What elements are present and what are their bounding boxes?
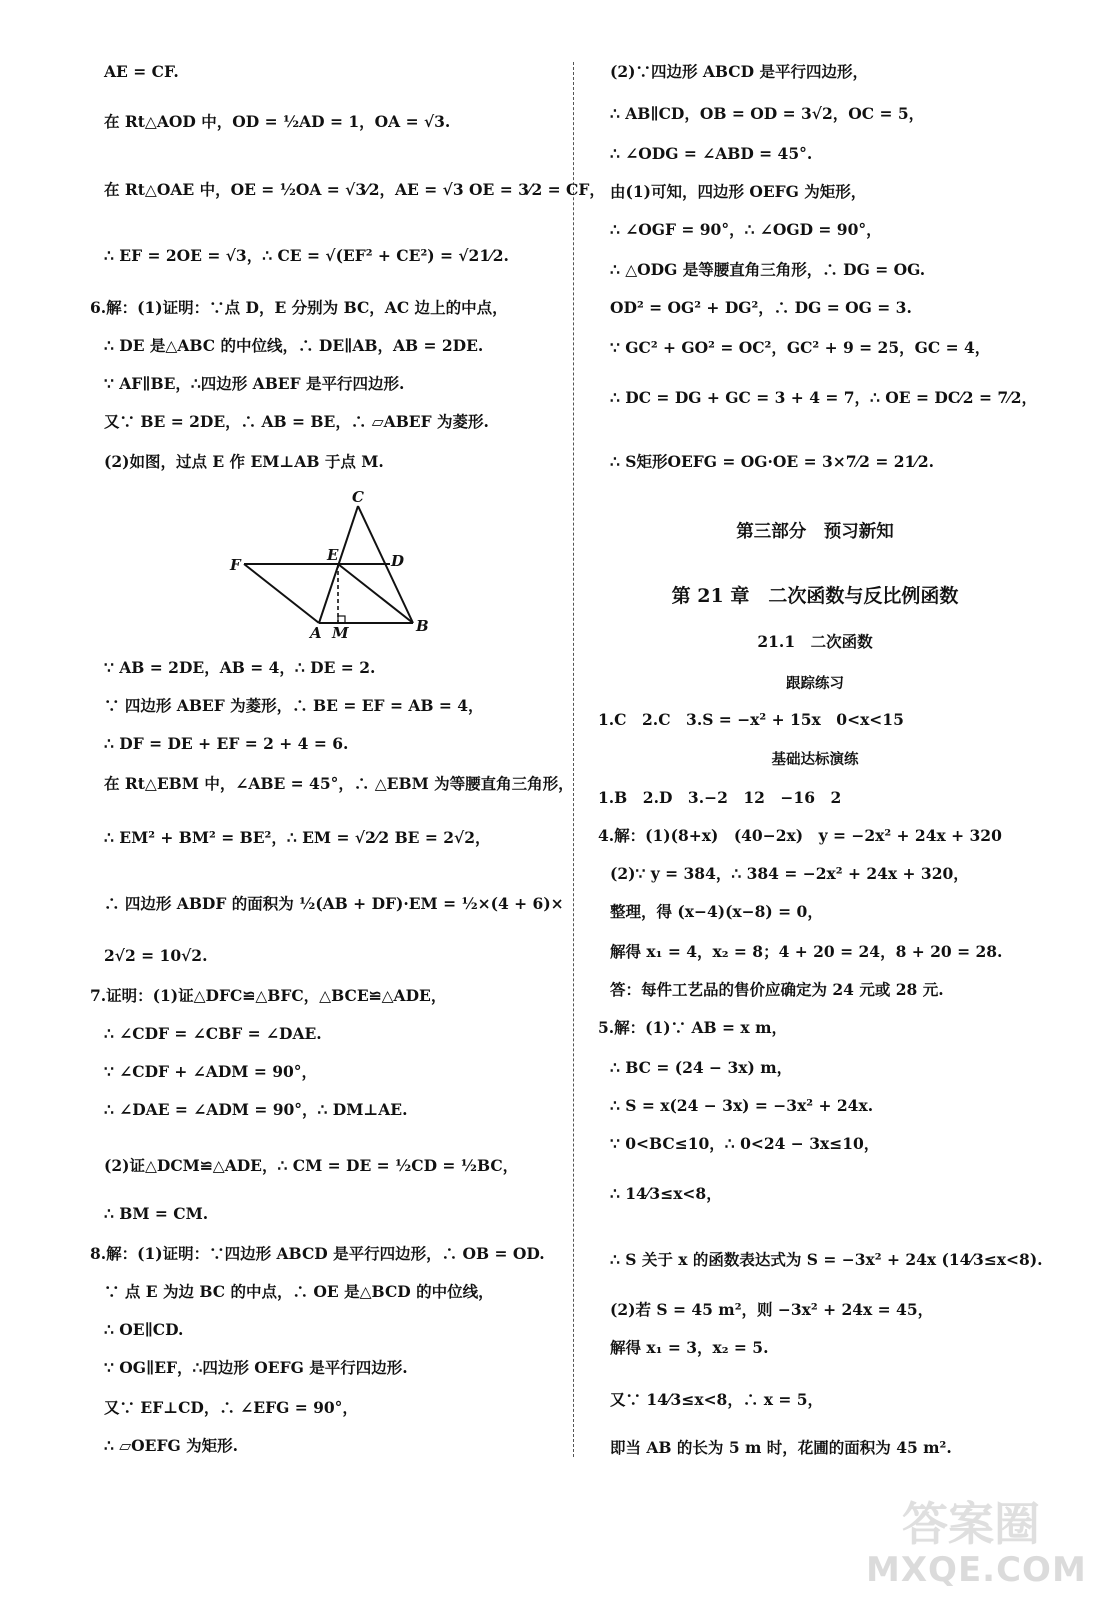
text-line: ∴ AB∥CD，OB = OD = 3√2，OC = 5， bbox=[610, 104, 925, 123]
text-line: (2)∵ y = 384，∴ 384 = −2x² + 24x + 320， bbox=[610, 864, 969, 883]
watermark-top-text: 答案圈 bbox=[902, 1497, 1040, 1551]
label-a: A bbox=[310, 624, 322, 642]
text-line: ∵ 四边形 ABEF 为菱形，∴ BE = EF = AB = 4， bbox=[104, 696, 484, 715]
label-m: M bbox=[332, 624, 349, 642]
subsection-heading: 21.1 二次函数 bbox=[757, 632, 873, 651]
text-line: 又∵ EF⊥CD，∴ ∠EFG = 90°， bbox=[104, 1398, 358, 1417]
label-c: C bbox=[352, 488, 364, 506]
label-d: D bbox=[391, 552, 405, 570]
text-line: ∵ GC² + GO² = OC²，GC² + 9 = 25，GC = 4， bbox=[610, 338, 991, 357]
label-f: F bbox=[230, 556, 241, 574]
section-heading: 第三部分 预习新知 bbox=[736, 522, 894, 542]
text-line: ∴ S矩形OEFG = OG·OE = 3×7⁄2 = 21⁄2. bbox=[610, 452, 935, 471]
text-line: ∴ ∠ODG = ∠ABD = 45°. bbox=[610, 144, 813, 163]
text-line: 由(1)可知，四边形 OEFG 为矩形， bbox=[610, 182, 867, 201]
text-line: 解得 x₁ = 4，x₂ = 8；4 + 20 = 24，8 + 20 = 28. bbox=[610, 942, 1003, 961]
text-line: (2)∵四边形 ABCD 是平行四边形， bbox=[610, 62, 868, 81]
text-line: ∴ DF = DE + EF = 2 + 4 = 6. bbox=[104, 734, 349, 753]
text-line: 在 Rt△OAE 中，OE = ½OA = √3⁄2，AE = √3 OE = 3⁄2 = CF， bbox=[104, 180, 605, 199]
text-line: ∴ ∠CDF = ∠CBF = ∠DAE. bbox=[104, 1024, 322, 1043]
text-line: OD² = OG² + DG²，∴ DG = OG = 3. bbox=[610, 298, 912, 317]
watermark-logo bbox=[866, 1484, 1087, 1594]
text-line: 1.B 2.D 3.−2 12 −16 2 bbox=[598, 788, 842, 807]
text-line: AE = CF. bbox=[104, 62, 179, 81]
text-line: ∴ DE 是△ABC 的中位线，∴ DE∥AB，AB = 2DE. bbox=[104, 336, 484, 355]
text-line: ∴ 四边形 ABDF 的面积为 ½(AB + DF)·EM = ½×(4 + 6)× bbox=[104, 894, 564, 913]
text-line: ∵ AF∥BE，∴四边形 ABEF 是平行四边形. bbox=[104, 374, 405, 393]
text-line: 1.C 2.C 3.S = −x² + 15x 0<x<15 bbox=[598, 710, 904, 729]
text-line: 7.证明：(1)证△DFC≌△BFC，△BCE≌△ADE， bbox=[90, 986, 447, 1005]
text-line: ∵ OG∥EF，∴四边形 OEFG 是平行四边形. bbox=[104, 1358, 408, 1377]
text-line: ∴ S 关于 x 的函数表达式为 S = −3x² + 24x (14⁄3≤x<8). bbox=[610, 1250, 1043, 1269]
text-line: 4.解：(1)(8+x) (40−2x) y = −2x² + 24x + 320 bbox=[598, 826, 1002, 845]
text-line: ∵ AB = 2DE，AB = 4，∴ DE = 2. bbox=[104, 658, 376, 677]
text-line: ∴ EF = 2OE = √3，∴ CE = √(EF² + CE²) = √21⁄2. bbox=[104, 246, 509, 265]
text-line: 解得 x₁ = 3，x₂ = 5. bbox=[610, 1338, 769, 1357]
text-line: 6.解：(1)证明：∵点 D，E 分别为 BC，AC 边上的中点， bbox=[90, 298, 508, 317]
exercise-heading: 跟踪练习 bbox=[786, 675, 844, 692]
text-line: ∴ ▱OEFG 为矩形. bbox=[104, 1436, 239, 1455]
text-line: 在 Rt△AOD 中，OD = ½AD = 1，OA = √3. bbox=[104, 112, 451, 131]
text-line: 5.解：(1)∵ AB = x m， bbox=[598, 1018, 787, 1037]
text-line: ∴ ∠DAE = ∠ADM = 90°，∴ DM⊥AE. bbox=[104, 1100, 408, 1119]
text-line: ∵ 点 E 为边 BC 的中点，∴ OE 是△BCD 的中位线， bbox=[104, 1282, 494, 1301]
text-line: ∴ BC = (24 − 3x) m， bbox=[610, 1058, 793, 1077]
text-line: ∴ EM² + BM² = BE²，∴ EM = √2⁄2 BE = 2√2， bbox=[104, 828, 491, 847]
watermark-bottom-text: MXQE.COM bbox=[866, 1550, 1087, 1590]
text-line: 又∵ 14⁄3≤x<8，∴ x = 5， bbox=[610, 1390, 824, 1409]
text-line: 整理，得 (x−4)(x−8) = 0， bbox=[610, 902, 823, 921]
text-line: ∴ 14⁄3≤x<8， bbox=[610, 1184, 722, 1203]
geometry-figure bbox=[224, 488, 444, 648]
text-line: ∴ BM = CM. bbox=[104, 1204, 209, 1223]
text-line: 8.解：(1)证明：∵四边形 ABCD 是平行四边形，∴ OB = OD. bbox=[90, 1244, 545, 1263]
text-line: ∵ ∠CDF + ∠ADM = 90°， bbox=[104, 1062, 318, 1081]
text-line: (2)如图，过点 E 作 EM⊥AB 于点 M. bbox=[104, 452, 384, 471]
label-b: B bbox=[416, 617, 429, 635]
exercise-heading: 基础达标演练 bbox=[771, 751, 859, 768]
text-line: 又∵ BE = 2DE，∴ AB = BE，∴ ▱ABEF 为菱形. bbox=[104, 412, 489, 431]
text-line: (2)证△DCM≌△ADE，∴ CM = DE = ½CD = ½BC， bbox=[104, 1156, 519, 1175]
text-line: ∴ △ODG 是等腰直角三角形，∴ DG = OG. bbox=[610, 260, 926, 279]
text-line: ∴ S = x(24 − 3x) = −3x² + 24x. bbox=[610, 1096, 874, 1115]
text-line: 答：每件工艺品的售价应确定为 24 元或 28 元. bbox=[610, 980, 944, 999]
text-line: ∵ 0<BC≤10，∴ 0<24 − 3x≤10， bbox=[610, 1134, 880, 1153]
text-line: 在 Rt△EBM 中，∠ABE = 45°，∴ △EBM 为等腰直角三角形， bbox=[104, 774, 574, 793]
text-line: (2)若 S = 45 m²，则 −3x² + 24x = 45， bbox=[610, 1300, 934, 1319]
text-line: 2√2 = 10√2. bbox=[104, 946, 208, 965]
text-line: ∴ ∠OGF = 90°，∴ ∠OGD = 90°， bbox=[610, 220, 882, 239]
text-line: ∴ OE∥CD. bbox=[104, 1320, 184, 1339]
text-line: ∴ DC = DG + GC = 3 + 4 = 7，∴ OE = DC⁄2 = 7⁄2， bbox=[610, 388, 1037, 407]
column-divider bbox=[573, 62, 574, 1457]
text-line: 即当 AB 的长为 5 m 时，花圃的面积为 45 m². bbox=[610, 1438, 952, 1457]
label-e: E bbox=[327, 546, 339, 564]
chapter-heading: 第 21 章 二次函数与反比例函数 bbox=[671, 585, 959, 607]
